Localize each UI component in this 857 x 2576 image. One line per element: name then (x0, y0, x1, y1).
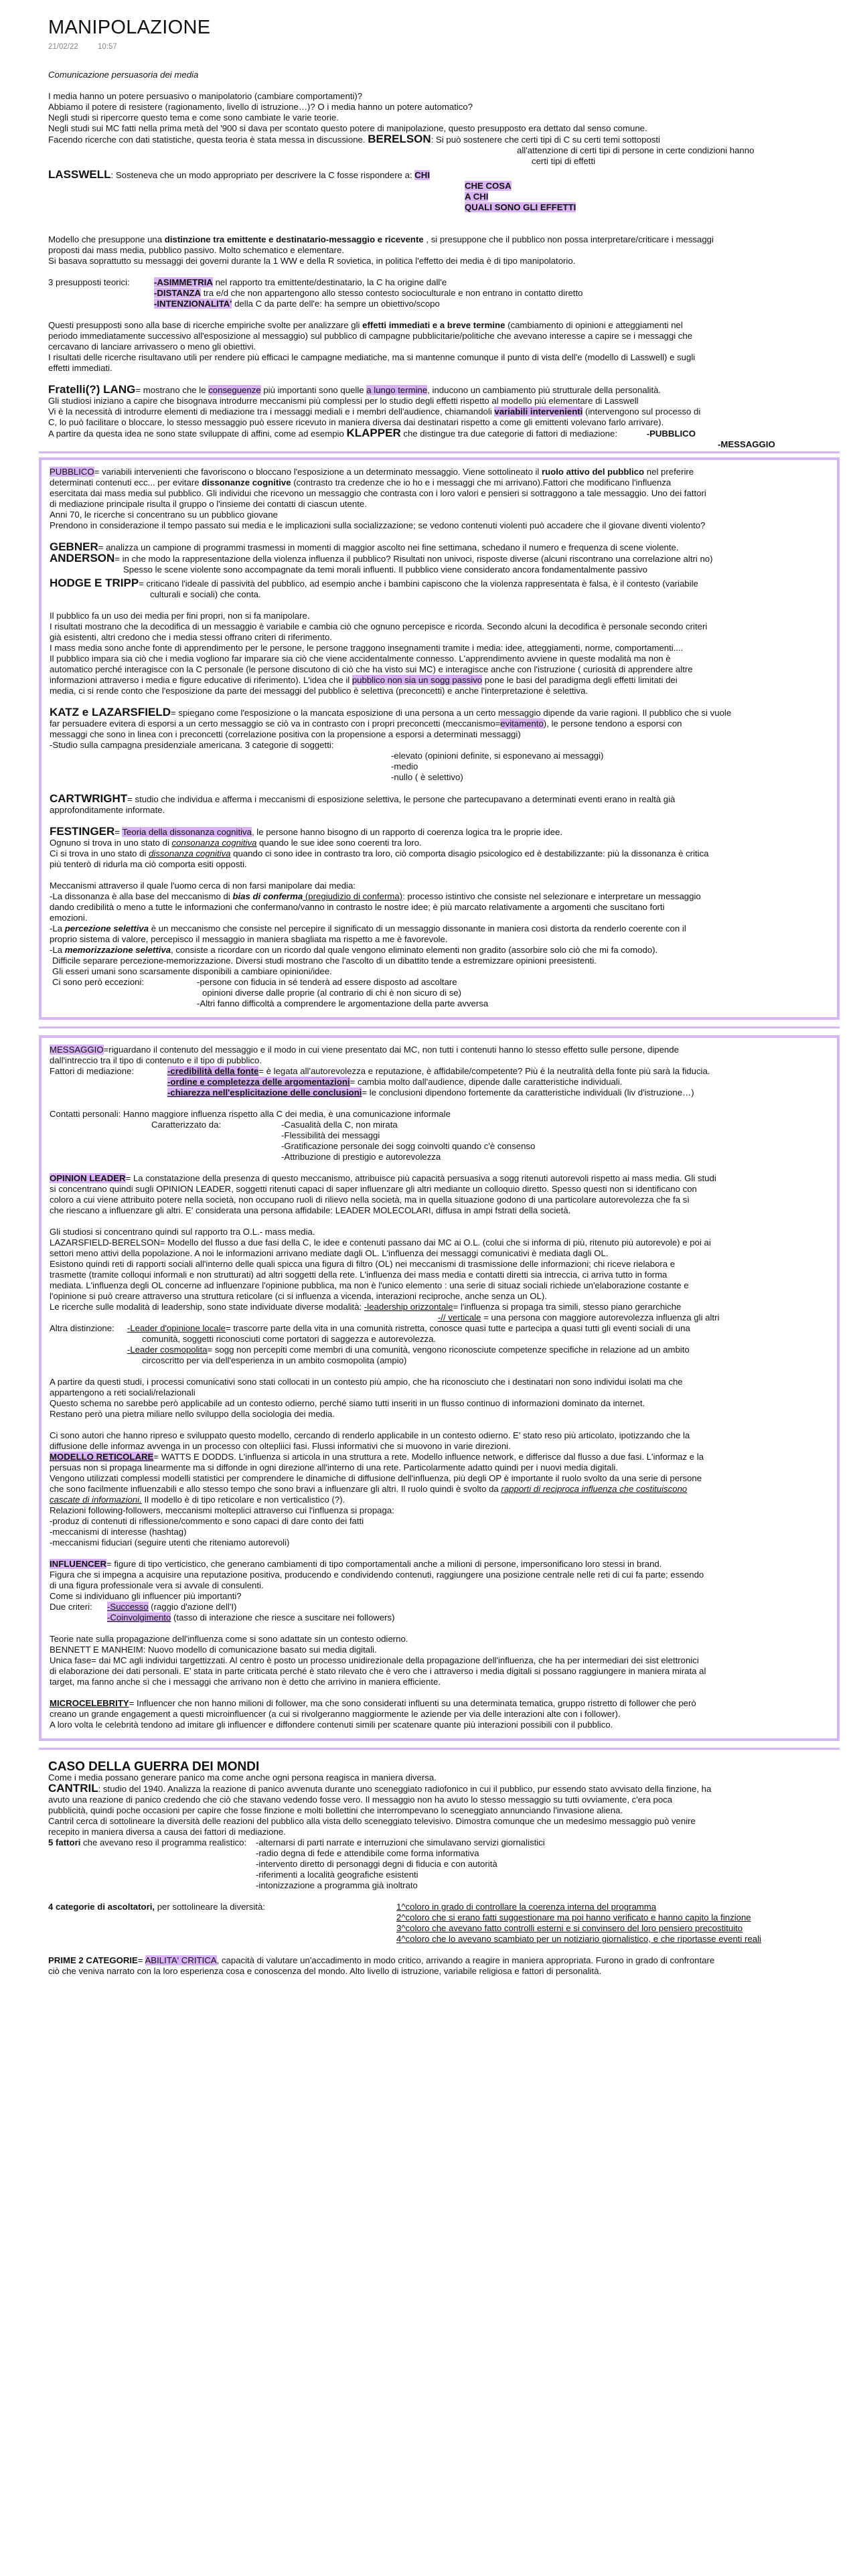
subtitle: Comunicazione persuasoria dei media (48, 70, 199, 80)
lasswell-question: QUALI SONO GLI EFFETTI (465, 202, 576, 212)
caratteristica: -Attribuzione di prestigio e autorevolezza (281, 1152, 441, 1162)
cantril-line: avuto una reazione di panico credendo che ciò che stavano vedendo fosse vero. Il messaggio non ha avuto lo stesso messaggio su tutti ovviamente, c'era poca (48, 1795, 673, 1805)
microcelebrity-line: creano un grande engagement a questi microinfluencer (a cui si rivolgeranno maggiormente le aziende per via delle interazioni alte con i follower). (50, 1709, 621, 1719)
teorie-line: Teorie nate sulla propagazione dell'influenza come si sono adattate sin un contesto odierno. (50, 1634, 408, 1644)
mec-line: -La memorizzazione selettiva, consiste a ricordare con un ricordo dal quale vengono eliminato elementi non gradito (assorbire solo ciò che mi fa comodo). (50, 945, 658, 955)
festinger-line: Ci si trova in uno stato di dissonanza cognitiva quando ci sono idee in contrasto tra loro, ciò comporta disagio psicologico ed è destabilizzante: più la dissonanza è critica (50, 848, 709, 858)
reticolare-line: che sono facilmente influenzabili e allo stesso tempo che sono bravi a influenzare gli altri. Il ruolo quindi è svolto da rapporti di reciproca influenza che costituiscono (50, 1484, 688, 1494)
hodge-line: HODGE E TRIPP= criticano l'ideale di passività del pubblico, ad esempio anche i bambini capiscono che la violenza rappresentata è falsa, è il contesto (variabile (50, 577, 698, 589)
ol-line: coloro a cui viene attribuito potere nella società, non occupano ruoli di rilievo nella società, ma in quella situazione godono di una particolare autorevolezza che fa sì (50, 1195, 690, 1205)
prime-categorie-line: ciò che veniva narrato con la loro esperienza cosa e conoscenza del mondo. Alto livello di istruzione, variabile religiosa e fattori di personalità. (48, 1966, 602, 1976)
gebner-line: GEBNER= analizza un campione di programmi trasmessi in momenti di maggior ascolto nei fine settimana, schedano il numero e frequenza di scene violente. (50, 540, 679, 553)
teorie-line: di elaborazione dei dati personali. E' stata in parte criticata perché è stato rilevato che è vero che i attraverso i media digitali si possano raggiungere in maniera mirata al (50, 1666, 706, 1676)
lasswell-question: A CHI (465, 192, 489, 202)
katz-category: -elevato (opinioni definite, si esponevano ai messaggi) (391, 751, 604, 761)
festinger-line: Ognuno si trova in uno stato di consonanza cognitiva quando le sue idee sono coerenti tra loro. (50, 838, 422, 848)
ol-line: OPINION LEADER= La constatazione della presenza di questo meccanismo, attribuisce più capacità persuasiva a sogg ritenuti autorevoli rispetto ai mass media. Gli studi (50, 1173, 716, 1183)
quattro-categorie: 4 categorie di ascoltatori, per sottolineare la diversità: 1^coloro in grado di controllare la coerenza interna del programma 2^coloro che si erano fatti suggestionare ma poi hanno verificato e hanno capito la finzione 3^coloro che avevano fatto controlli esterni e si convinsero del loro pensiero precostituito 4^coloro che lo avevano scambiato per un notiziario giornalistico, e che riportasse eventi reali (48, 1902, 761, 1944)
guerra-title: CASO DELLA GUERRA DEI MONDI (48, 1760, 260, 1774)
mec-line: dando credibilità o meno a tutte le informazioni che confermano/vanno in contrasto le nostre idee; è più marcato relativamente a argomenti che suscitano forti (50, 902, 665, 912)
model-line: periodo immediatamente successivo all'esposizione al messaggio) sul pubblico di campagne pubblicitarie/politiche che avevano interesse a capire se i messaggi che (48, 331, 693, 341)
pubblico-line: automatico perché interagisce con la C personale (le persone discutono di ciò che ha visto sui MC) e interagisce anche con l'istruzione ( curiosità di apprendere altre (50, 664, 693, 674)
altra-distinzione: Altra distinzione: -Leader d'opinione locale= trascorre parte della vita in una comunità ristretta, conosce quasi tutte e partecipa a quasi tutti gli eventi sociali di una comunità, soggetti riconosciuti come portatori di saggezza e autorevolezza. -Leader cosmopolita= sogg non percepiti come membri di una comunità, vengono riconosciute competenze specifiche in relazione ad un ambito circoscritto per via dell'esperienza in un ambito cosmopolita (ampio) (50, 1323, 690, 1365)
messaggio-line: dall'intreccio tra il tipo di contenuto e il tipo di pubblico. (50, 1055, 262, 1065)
intro-line: Negli studi sui MC fatti nella prima metà del '900 si dava per scontato questo potere di manipolazione, questo presupposto era dettato dal senso comune. (48, 123, 647, 133)
prime-categorie-line: PRIME 2 CATEGORIE= ABILITA' CRITICA, capacità di valutare un'accadimento in modo critico, arrivando a reagire in maniera appropriata. Furono in grado di confrontare (48, 1955, 715, 1965)
criterio: -Successo (raggio d'azione dell'I) (107, 1602, 237, 1612)
mec-line: proprio sistema di valore, percepisco il messaggio in maniera sbagliata ma rispetto a me è favorevole. (50, 934, 448, 944)
categoria-ascoltatori: 1^coloro in grado di controllare la coerenza interna del programma (396, 1902, 657, 1912)
reticolare-item: -produz di contenuti di riflessione/commento e sono capaci di dare conto dei fatti (50, 1516, 364, 1526)
katz-line: -Studio sulla campagna presidenziale americana. 3 categorie di soggetti: (50, 740, 334, 750)
influencer-line: Come si individuano gli influencer più importanti? (50, 1591, 242, 1601)
caratteristica: -Casualità della C, non mirata (281, 1120, 398, 1130)
microcelebrity-line: MICROCELEBRITY= Influencer che non hanno milioni di follower, ma che sono considerati influenti su una determinata tematica, gruppo ristretto di follower che però (50, 1698, 696, 1708)
categoria-ascoltatori: 3^coloro che avevano fatto controlli esterni e si convinsero del loro pensiero precostituito (396, 1923, 743, 1933)
studi-line: Questo schema no sarebbe però applicabile ad un contesto odierno, perché siamo tutti inseriti in un flusso continuo di informazioni dominato da internet. (50, 1398, 645, 1408)
microcelebrity-line: A loro volta le celebrità tendono ad imitare gli influencer e diffondere contenuti simili per scatenare quante più interazioni possibili con il pubblico. (50, 1720, 613, 1730)
pubblico-line: Il pubblico fa un uso dei media per fini propri, non si fa manipolare. (50, 611, 310, 621)
ol-line: Esistono quindi reti di rapporti sociali all'interno delle quali spicca una figura di filtro (OL) nei meccanismi di trasmissione delle informazioni; chi riceve rielabora e (50, 1259, 676, 1269)
presupposto: -INTENZIONALITA' della C da parte dell'e: ha sempre un obiettivo/scopo (154, 299, 440, 309)
cantril-line: CANTRIL: studio del 1940. Analizza la reazione di panico avvenuta durante uno sceneggiato radiofonico in cui il pubblico, pur essendo stato avvisato della finzione, ha (48, 1782, 712, 1795)
mec-line: -La percezione selettiva è un meccanismo che consiste nel percepire il significato di un messaggio dissonante in maniera così distorta da renderlo coerente con il (50, 923, 686, 933)
presupposto: -DISTANZA tra e/d che non appartengono allo stesso contesto socioculturale e non entrano in contatto diretto (154, 288, 583, 298)
model-line: I risultati delle ricerche risultavano utili per rendere più efficaci le campagne mediatiche, ma si mantenne comunque il punto di vista dell'e (modello di Lasswell) e sugli (48, 352, 696, 362)
ol-line: trasmette (tramite colloqui informali e non strutturati) ad altri soggetti della rete. L'influenza dei mass media e contatti diretti sia intreccia, ci arriva tutto in forma (50, 1270, 668, 1280)
pubblico-line: media, ci si rende conto che l'esposizione da parte dei messaggi del pubblico è selettiva (preconcetti) e anche l'interpretazione è selettiva. (50, 686, 589, 696)
reticolare-line: persuas non si propaga linearmente ma si diffonde in ogni direzione all'interno di una rete. Particolarmente adatto quindi per i nuovi media digitali. (50, 1462, 618, 1472)
contatti-line: Contatti personali: Hanno maggiore influenza rispetto alla C dei media, è una comunicazione informale (50, 1109, 451, 1119)
anderson-line: Spesso le scene violente sono accompagnate da temi morali influenti. Il pubblico viene considerato ancora fondamentalmente passivo (123, 564, 647, 575)
criteri: Due criteri: -Successo (raggio d'azione dell'I) -Coinvolgimento (tasso di interazione che riesce a suscitare nei followers) (50, 1602, 395, 1622)
lasswell-line: LASSWELL: Sosteneva che un modo appropriato per descrivere la C fosse rispondere a: CHI (48, 168, 430, 181)
lang-line: Vi è la necessità di introdurre elementi di mediazione tra i messaggi mediali e i membri dell'audience, chiamandoli variabili intervenienti (intervengono sul processo di (48, 406, 701, 416)
caratteristica: -Flessibilità dei messaggi (281, 1130, 380, 1140)
lang-line: Fratelli(?) LANG= mostrano che le conseguenze più importanti sono quelle a lungo termine, inducono un cambiamento più strutturale della personalità. (48, 383, 661, 396)
cartwright-line: approfonditamente informate. (50, 805, 165, 815)
model-line: effetti immediati. (48, 363, 112, 373)
guerra-line: Come i media possano generare panico ma come anche ogni persona reagisca in maniera diversa. (48, 1772, 437, 1783)
teorie-line: BENNETT E MANHEIM: Nuovo modello di comunicazione basato sui media digitali. (50, 1645, 377, 1655)
pubblico-line: I mass media sono anche fonte di apprendimento per le persone, le persone traggono insegnamenti tramite i media: idee, atteggiamenti, norme, comportamenti.... (50, 643, 684, 653)
lasswell-name: LASSWELL (48, 168, 111, 181)
fattore-realismo: -intonizzazione a programma già inoltrato (256, 1880, 418, 1890)
cinque-fattori: 5 fattori che avevano reso il programma realistico: -alternarsi di parti narrate e interruzioni che simulavano servizi giornalistici -radio degna di fede e attendibile come forma informativa -intervento diretto di personaggi degni di fiducia e con autorità -riferimenti a località geografiche esistenti -intonizzazione a programma già inoltrato (48, 1837, 545, 1890)
intro-line: Negli studi si ripercorre questo tema e come sono cambiate le varie teorie. (48, 112, 339, 123)
lang-line: C, lo può facilitare o bloccare, lo stesso messaggio può essere ricevuto in maniera diversa dai destinatari rispetto a come gli emittenti volevano farlo arrivare). (48, 417, 664, 427)
pubblico-line: Il pubblico impara sia ciò che i media vogliono far imparare sia ciò che viene accidentalmente connesso. L'apprendimento avviene in queste modalità ma non è (50, 654, 671, 664)
reticolare-line: cascate di informazioni. Il modello è di tipo reticolare e non verticalistico (?). (50, 1495, 345, 1505)
cantril-line: Cantril cerca di sottolineare la diversità delle reazioni del pubblico alla vista dello sceneggiato televisivo. Dimostra comunque che un medesimo messaggio può venire (48, 1816, 696, 1826)
ol-line: l'opinione si può creare attraverso una struttura reticolare (ci si influenza a vicenda, interazioni reciproche, anche senza un OL). (50, 1291, 547, 1301)
intro-line: I media hanno un potere persuasivo o manipolatorio (cambiare comportamenti)? (48, 91, 363, 101)
categoria-ascoltatori: 2^coloro che si erano fatti suggestionare ma poi hanno verificato e hanno capito la finzione (396, 1912, 751, 1922)
katz-categories (50, 751, 829, 783)
pubblico-line: di mediazione principale risulta il gruppo o l'insieme dei contatti di ciascun utente. (50, 499, 367, 509)
fattore: -ordine e completezza delle argomentazioni= cambia molto dall'audience, dipende dalle caratteristiche individuali. (167, 1077, 623, 1087)
eccezioni: Ci sono però eccezioni: -persone con fiducia in sé tenderà ad essere disposto ad ascoltare opinioni diverse dalle proprie (al contrario di chi è non sicuro di se) -Altri fanno difficoltà a comprendere le argomentazione della parte avversa (52, 977, 489, 1008)
anderson-line: ANDERSON= in che modo la rappresentazione della violenza influenza il pubblico? Risultati non univoci, risposte diverse (alcuni riscontrano una correlazione altri no) (50, 552, 713, 564)
pubblico-line: Prendono in considerazione il tempo passato sui media e le implicazioni sulla socializzazione; se vedono contenuti violenti può accadere che il giovane diventi violento? (50, 520, 706, 530)
pubblico-box (39, 457, 840, 1020)
note-date: 21/02/22 (48, 43, 78, 51)
leader-tipo: comunità, soggetti riconosciuti come portatori di saggezza e autorevolezza. (142, 1334, 437, 1344)
teorie-line: target, ma fanno anche sì che i messaggi che arrivano non è detto che arrivino in maniera efficiente. (50, 1677, 441, 1687)
reticolare-line: MODELLO RETICOLARE= WATTS E DODDS. L'influenza si articola in una struttura a rete. Modello influence network, e differisce dal flusso a due fasi. L'informaz e la (50, 1452, 704, 1462)
contatti-caratteristiche: Caratterizzato da: -Casualità della C, non mirata -Flessibilità dei messaggi -Gratificazione personale dei sogg coinvolti quando c'è consenso -Attribuzione di prestigio e autorevolezza (151, 1120, 536, 1162)
ol-line: settori meno attivi della popolazione. A noi le informazioni arrivano mediate dagli OL. L'influenza dei messaggi comunicativi è mediata dagli OL. (50, 1248, 609, 1258)
intro-line: Abbiamo il potere di resistere (ragionamento, livello di istruzione…)? O i media hanno un potere automatico? (48, 102, 473, 112)
teorie-line: Unica fase= dai MC agli individui targettizzati. Al centro è posto un processo unidirezionale della propagazione dell'influenza, che ha per intermediari dei sist elettronici (50, 1655, 699, 1665)
lang-line: A partire da questa idea ne sono state sviluppate di affini, come ad esempio KLAPPER che distingue tra due categorie di fattori di mediazione: -PUBBLICO (48, 427, 696, 439)
fattore: -chiarezza nell'esplicitazione delle conclusioni= le conclusioni dipendono fortemente da caratteristiche individuali (liv d'istruzione…) (167, 1087, 694, 1097)
ol-line: che riescano a influenzare gli altri. E' considerata una persona affidabile: LEADER MOLECOLARI, diffusa in ampi fstrati della società. (50, 1205, 571, 1215)
influencer-line: Figura che si impegna a acquisire una reputazione positiva, producendo e condividendo contenuti, raggiungere una posizione centrale nelle reti di cui fa parte; essendo (50, 1570, 704, 1580)
fattore-realismo: -alternarsi di parti narrate e interruzioni che simulavano servizi giornalistici (256, 1837, 545, 1847)
katz-line: far persuadere evitera di esporsi a un certo messaggio se ciò va in contrasto con i propri preconcetti (meccanismo=evitamento), le persone tendono a esporsi con (50, 718, 682, 729)
festinger-line: FESTINGER= Teoria della dissonanza cognitiva, le persone hanno bisogno di un rapporto di coerenza logica tra le proprie idee. (50, 825, 563, 838)
model-line: Modello che presuppone una distinzione tra emittente e destinatario-messaggio e ricevente , si presuppone che il pubblico non possa interpretare/criticare i messaggi (48, 234, 714, 244)
eccezione: -persone con fiducia in sé tenderà ad essere disposto ad ascoltare (197, 977, 457, 987)
intro-line: Facendo ricerche con dati statistiche, questa teoria è stata messa in discussione. BERELSON: Si può sostenere che certi tipi di C su certi temi sottoposti (48, 133, 660, 145)
fattore-realismo: -intervento diretto di personaggi degni di fiducia e con autorità (256, 1859, 497, 1869)
fattore: -credibilità della fonte= è legata all'autorevolezza e reputazione, è affidabile/competente? Più è la neutralità della fonte più sarà la fiducia. (167, 1066, 710, 1076)
mec-line: emozioni. (50, 913, 88, 923)
fattori-mediazione: Fattori di mediazione: -credibilità della fonte= è legata all'autorevolezza e reputazione, è affidabile/competente? Più è la neutralità della fonte più sarà la fiducia. -ordine e completezza delle argomentazioni= cambia molto dall'audience, dipende dalle caratteristiche individuali. -chiarezza nell'esplicitazione delle conclusioni= le conclusioni dipendono fortemente da caratteristiche individuali (liv d'istruzione…) (50, 1066, 710, 1097)
reticolare-item: -meccanismi di interesse (hashtag) (50, 1527, 187, 1537)
eccezione: -Altri fanno difficoltà a comprendere le argomentazione della parte avversa (197, 998, 489, 1008)
studi-line: A partire da questi studi, i processi comunicativi sono stati collocati in un contesto più ampio, che ha riconosciuto che i destinatari non sono individui isolati ma che (50, 1377, 683, 1387)
mec-line: Difficile separare percezione-memorizzazione. Diversi studi mostrano che l'ascolto di un dibattito tende a estremizzare opinioni preesistenti. (52, 956, 597, 966)
note-meta (48, 42, 830, 52)
ol-line: mediata. L'influenza degli OL concerne ad influenzare l'opinione pubblica, ma non è l'unico elemento : una serie di situaz sociali richiede un'elaborazione costante e (50, 1280, 689, 1290)
mec-line: Gli esseri umani sono scarsamente disponibili a cambiare opinioni/idee. (52, 966, 332, 976)
presupposto: -ASIMMETRIA nel rapporto tra emittente/destinatario, la C ha origine dall'e (154, 277, 447, 287)
categoria-ascoltatori: 4^coloro che lo avevano scambiato per un notiziario giornalistico, e che riportasse eventi reali (396, 1934, 761, 1944)
studi-line: Ci sono autori che hanno ripreso e sviluppato questo modello, cercando di renderlo applicabile in un contesto odierno. E' stato reso più articolato, ipotizzando che la (50, 1430, 690, 1440)
studi-line: appartengono a reti sociali/relazionali (50, 1387, 196, 1397)
ol-line: si concentrano quindi sugli OPINION LEADER, soggetti ritenuti capaci di saper influenzare gli altri mediante un colloquio diretto. Spesso questi non si identificano con (50, 1184, 697, 1194)
criterio: -Coinvolgimento (tasso di interazione che riesce a suscitare nei followers) (107, 1612, 395, 1622)
katz-line: KATZ e LAZARSFIELD= spiegano come l'esposizione o la mancata esposizione di una persona a un certo messaggio dipende da varie ragioni. Il pubblico che si vuole (50, 706, 732, 718)
model-line: cercavano di lanciare arrivassero o meno gli obiettivi. (48, 342, 256, 352)
messaggio-line: MESSAGGIO=riguardano il contenuto del messaggio e il modo in cui viene presentato dai MC, non tutti i contenuti hanno lo stesso effetto sulle persone, dipende (50, 1045, 679, 1055)
katz-line: messaggi che sono in linea con i preconcetti (correlazione positiva con la propensione a esporsi a determinati messaggi) (50, 729, 521, 739)
model-line: Si basava soprattutto su messaggi dei governi durante la 1 WW e della R sovietica, in politica l'effetto dei media è di tipo manipolatorio. (48, 256, 576, 266)
leader-tipo: -Leader d'opinione locale= trascorre parte della vita in una comunità ristretta, conosce quasi tutte e partecipa a quasi tutti gli eventi sociali di una (127, 1323, 690, 1333)
messaggio-box (39, 1035, 840, 1741)
fattore-realismo: -riferimenti a località geografiche esistenti (256, 1870, 418, 1880)
katz-category: -nullo ( è selettivo) (391, 772, 463, 782)
ol-line: -// verticale = una persona con maggiore autorevolezza influenza gli altri (438, 1312, 720, 1322)
lang-line: -MESSAGGIO (718, 439, 775, 449)
intro-line: certi tipi di effetti (532, 156, 596, 166)
pubblico-line: PUBBLICO= variabili intervenienti che favoriscono o bloccano l'esposizione a un determinato messaggio. Viene sottolineato il ruolo attivo del pubblico nel preferire (50, 467, 694, 477)
influencer-line: INFLUENCER= figure di tipo verticistico, che generano cambiamenti di tipo comportamentali anche a milioni di persone, impersonificano loro stessi in brand. (50, 1559, 662, 1569)
ol-line: Gli studiosi si concentrano quindi sul rapporto tra O.L.- mass media. (50, 1227, 315, 1237)
lang-line: Gli studiosi iniziano a capire che bisognava introdurre meccanismi più complessi per lo studio degli effetti rispetto al modello più elementare di Lasswell (48, 396, 639, 406)
leader-tipo: -Leader cosmopolita= sogg non percepiti come membri di una comunità, vengono riconosciute competenze specifiche in relazione ad un ambito (127, 1345, 690, 1355)
fattore-realismo: -radio degna di fede e attendibile come forma informativa (256, 1848, 479, 1858)
caratteristica: -Gratificazione personale dei sogg coinvolti quando c'è consenso (281, 1141, 536, 1151)
note-time: 10:57 (97, 43, 117, 51)
studi-line: diffusione delle informaz avvenga in un processo con oltepliici fasi. Flussi informativi che si muovono in varie direzioni. (50, 1441, 511, 1451)
intro-line: all'attenzione di certi tipi di persone in certe condizioni hanno (517, 145, 755, 155)
model-line: proposti dai mass media, pubblico passivo. Molto schematico e elementare. (48, 245, 345, 255)
cartwright-line: CARTWRIGHT= studio che individua e afferma i meccanismi di esposizione selettiva, le persone che partecupavano a determinati eventi erano in realtà già (50, 792, 676, 805)
berelson-name: BERELSON (368, 133, 431, 145)
page-title: MANIPOLAZIONE (48, 17, 211, 38)
ol-line: Le ricerche sulle modalità di leadership, sono state individuate diverse modalità: -leadership orizzontale= l'influenza si propaga tra simili, stesso piano gerarchiche (50, 1302, 682, 1312)
reticolare-item: -meccanismi fiduciari (seguire utenti che riteniamo autorevoli) (50, 1537, 290, 1547)
cantril-line: recepito in maniera diversa a causa dei fattori di mediazione. (48, 1827, 286, 1837)
eccezione: opinioni diverse dalle proprie (al contrario di chi è non sicuro di se) (202, 988, 462, 998)
ol-line: LAZARSFIELD-BERELSON= Modello del flusso a due fasi della C, le idee e contenuti passano dai MC ai O.L. (colui che si informa di più, ritenuto più autorevole) e poi ai (50, 1237, 711, 1247)
pubblico-line: Anni 70, le ricerche si concentrano su un pubblico giovane (50, 510, 278, 520)
presupposti: 3 presupposti teorici: -ASIMMETRIA nel rapporto tra emittente/destinatario, la C ha origine dall'e -DISTANZA tra e/d che non appartengono allo stesso contesto socioculturale e non entrano in contatto diretto -INTENZIONALITA' della C da parte dell'e: ha sempre un obiettivo/scopo (48, 277, 583, 309)
mec-line: Meccanismi attraverso il quale l'uomo cerca di non farsi manipolare dai media: (50, 881, 356, 891)
lasswell-questions (48, 181, 830, 213)
mec-line: -La dissonanza è alla base del meccanismo di bias di conferma (pregiudizio di conferma): processo istintivo che consiste nel selezionare e interpretare un messaggio (50, 891, 701, 901)
influencer-line: di una figura professionale vera si avvale di consulenti. (50, 1580, 264, 1590)
studi-line: Restano però una pietra miliare nello sviluppo della sociologia dei media. (50, 1409, 335, 1419)
model-line: Questi presupposti sono alla base di ricerche empiriche svolte per analizzare gli effetti immediati e a breve termine (cambiamento di opinioni e atteggiamenti nel (48, 320, 683, 330)
pubblico-line: già esistenti, altri credono che i media stessi offrano criteri di riferimento. (50, 632, 332, 642)
pubblico-line: determinati contenuti ecc... per evitare dissonanze cognitive (contrasto tra credenze che io ho e i messaggi che mi arrivano).Fattori che modificano l'influenza (50, 477, 672, 487)
katz-category: -medio (391, 761, 418, 771)
pubblico-line: I risultati mostrano che la decodifica di un messaggio è variabile e cambia ciò che ognuno percepisce e ricorda. Secondo alcuni la decodifica è personale secondo criteri (50, 621, 708, 631)
pubblico-line: esercitata dai mass media sul pubblico. Gli individui che ricevono un messaggio che contrasta con i loro valori e pensieri si sottraggono a tale messaggio. Uno dei fattori (50, 488, 706, 498)
hodge-line: culturali e sociali) che conta. (150, 589, 261, 599)
reticolare-line: Vengono utilizzati complessi modelli statistici per comprendere le dinamiche di diffusione dell'influenza, più degli OP è importante il ruolo svolto da una serie di persone (50, 1473, 702, 1483)
reticolare-line: Relazioni following-followers, meccanismi molteplici attraverso cui l'influenza si propaga: (50, 1505, 394, 1515)
festinger-line: più tenterò di ridurla ma ciò comporta esiti opposti. (50, 859, 247, 869)
cantril-line: pubblicità, quindi poche occasioni per capire che fosse finzione e molti bollettini che interrompevano lo sceneggiato annunciando l'invasione aliena. (48, 1805, 623, 1815)
pubblico-line: informazioni attraverso i media e figure educative di riferimento). L'idea che il pubblico non sia un sogg passivo pone le basi del paradigma degli effetti limitati dei (50, 675, 678, 685)
leader-tipo: circoscritto per via dell'esperienza in un ambito cosmopolita (ampio) (142, 1355, 407, 1365)
lasswell-question: CHE COSA (465, 181, 512, 191)
